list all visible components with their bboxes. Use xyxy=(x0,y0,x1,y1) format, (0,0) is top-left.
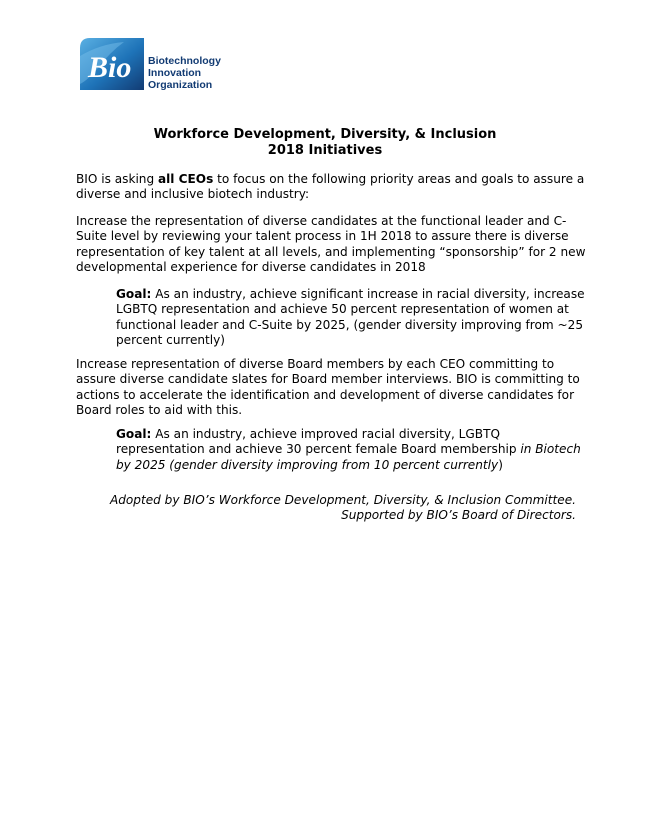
goal-2 xyxy=(116,427,586,473)
intro-paragraph xyxy=(76,172,586,203)
intro-bold-ceos: all CEOs xyxy=(158,172,214,186)
title-line-1: Workforce Development, Diversity, & Inclusion xyxy=(153,127,497,142)
goal-2-text: As an industry, achieve improved racial diversity, LGBTQ representation and achieve 30 percent female Board membership xyxy=(116,427,521,457)
bio-logo-mark-text: Bio xyxy=(88,51,132,84)
bio-logo-wordmark xyxy=(148,55,221,91)
goal-1-label: Goal: xyxy=(116,287,152,301)
adoption-footer xyxy=(110,493,576,524)
title-line-2: 2018 Initiatives xyxy=(267,143,383,158)
intro-text-before: BIO is asking xyxy=(76,172,158,186)
goal-2-close: ) xyxy=(498,457,503,472)
logo-line-2: Innovation xyxy=(148,67,202,79)
goal-1 xyxy=(116,287,586,349)
bio-logo-mark xyxy=(80,38,144,90)
initiative-paragraph-2: Increase representation of diverse Board members by each CEO committing to assure diverse candidate slates for Board member interviews. BIO is committing to actions to accelerate the identification and development of diverse candidates for Board roles to aid with this. xyxy=(76,357,580,418)
bio-logo xyxy=(80,38,240,94)
goal-2-label: Goal: xyxy=(116,427,152,441)
initiative-paragraph-1: Increase the representation of diverse candidates at the functional leader and C-Suite level by reviewing your talent process in 1H 2018 to assure there is diverse representation of key talent at all levels, and implementing “sponsorship” for 2 new developmental experience for diverse candidates in 2018 xyxy=(76,214,586,275)
footer-line-2: Supported by BIO’s Board of Directors. xyxy=(341,508,576,523)
intro-text-after: to focus on the following priority areas and goals to assure a diverse and inclusive biotech industry: xyxy=(76,172,585,202)
logo-line-1: Biotechnology xyxy=(148,55,221,67)
footer-line-1: Adopted by BIO’s Workforce Development, Diversity, & Inclusion Committee. xyxy=(109,493,576,507)
document-title xyxy=(0,127,650,159)
logo-line-3: Organization xyxy=(148,79,213,91)
goal-2-italic-text: in Biotech by 2025 (gender diversity improving from 10 percent currently xyxy=(116,442,581,472)
goal-1-text: As an industry, achieve significant increase in racial diversity, increase LGBTQ representation and achieve 50 percent representation of women at functional leader and C-Suite by 2025, (gender diversity improving from ~25 percent currently) xyxy=(116,287,585,348)
